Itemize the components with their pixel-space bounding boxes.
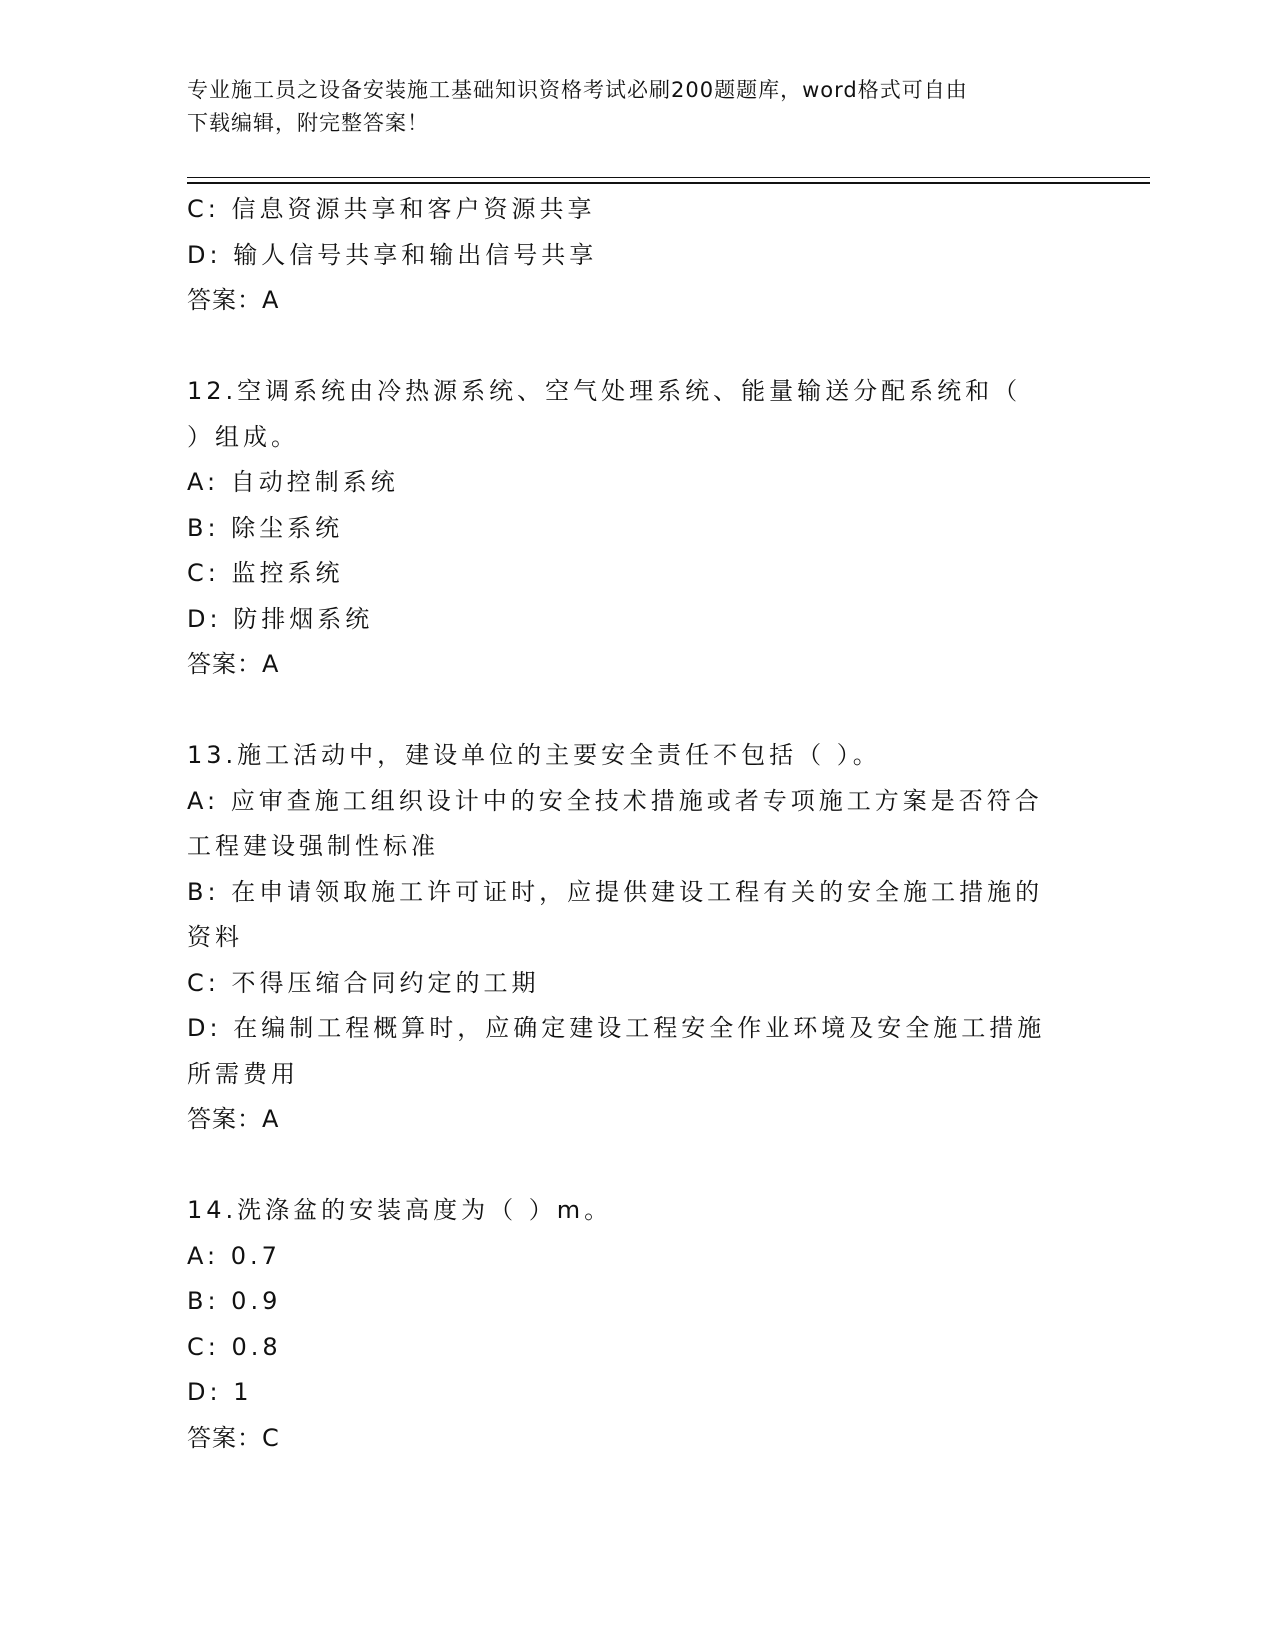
option-d: D: 1 [187, 1378, 253, 1406]
option-a: A: 自动控制系统 [187, 468, 399, 496]
question-stem: 12.空调系统由冷热源系统、空气处理系统、能量输送分配系统和（ [187, 377, 1022, 405]
option-d: D: 输人信号共享和输出信号共享 [187, 240, 598, 269]
question-11-tail [187, 187, 1067, 324]
spacer [187, 1143, 1067, 1189]
header-rule-thin [187, 177, 1150, 178]
option-b-continued: 资料 [187, 923, 243, 951]
question-14 [187, 1188, 1067, 1461]
answer-line: 答案：A [187, 286, 280, 314]
option-b: B: 除尘系统 [187, 513, 344, 542]
header-line-2: 下载编辑，附完整答案！ [187, 111, 429, 135]
option-c: C: 不得压缩合同约定的工期 [187, 968, 540, 997]
question-stem: 14.洗涤盆的安装高度为（ ）m。 [187, 1196, 613, 1224]
header-rule-thick [187, 182, 1150, 184]
document-header [187, 74, 1067, 140]
option-a-continued: 工程建设强制性标准 [187, 832, 439, 860]
option-a: A: 0.7 [187, 1241, 281, 1270]
question-stem: 13.施工活动中，建设单位的主要安全责任不包括（ ）。 [187, 741, 881, 769]
answer-line: 答案：A [187, 1105, 280, 1133]
option-b: B: 在申请领取施工许可证时，应提供建设工程有关的安全施工措施的 [187, 877, 1044, 906]
option-c: C: 监控系统 [187, 559, 344, 587]
option-c: C: 信息资源共享和客户资源共享 [187, 195, 596, 223]
option-b: B: 0.9 [187, 1287, 282, 1315]
option-d: D: 在编制工程概算时，应确定建设工程安全作业环境及安全施工措施 [187, 1014, 1046, 1042]
question-12 [187, 369, 1067, 688]
option-d: D: 防排烟系统 [187, 604, 374, 633]
spacer [187, 324, 1067, 370]
header-line-1: 专业施工员之设备安装施工基础知识资格考试必刷200题题库，word格式可自由 [187, 78, 968, 102]
question-content [187, 187, 1067, 1461]
option-c: C: 0.8 [187, 1332, 282, 1361]
answer-line: 答案：C [187, 1423, 280, 1452]
option-a: A: 应审查施工组织设计中的安全技术措施或者专项施工方案是否符合 [187, 786, 1043, 815]
question-stem-continued: ）组成。 [187, 422, 299, 451]
spacer [187, 688, 1067, 734]
answer-line: 答案：A [187, 650, 280, 678]
option-d-continued: 所需费用 [187, 1059, 299, 1088]
question-13 [187, 733, 1067, 1143]
